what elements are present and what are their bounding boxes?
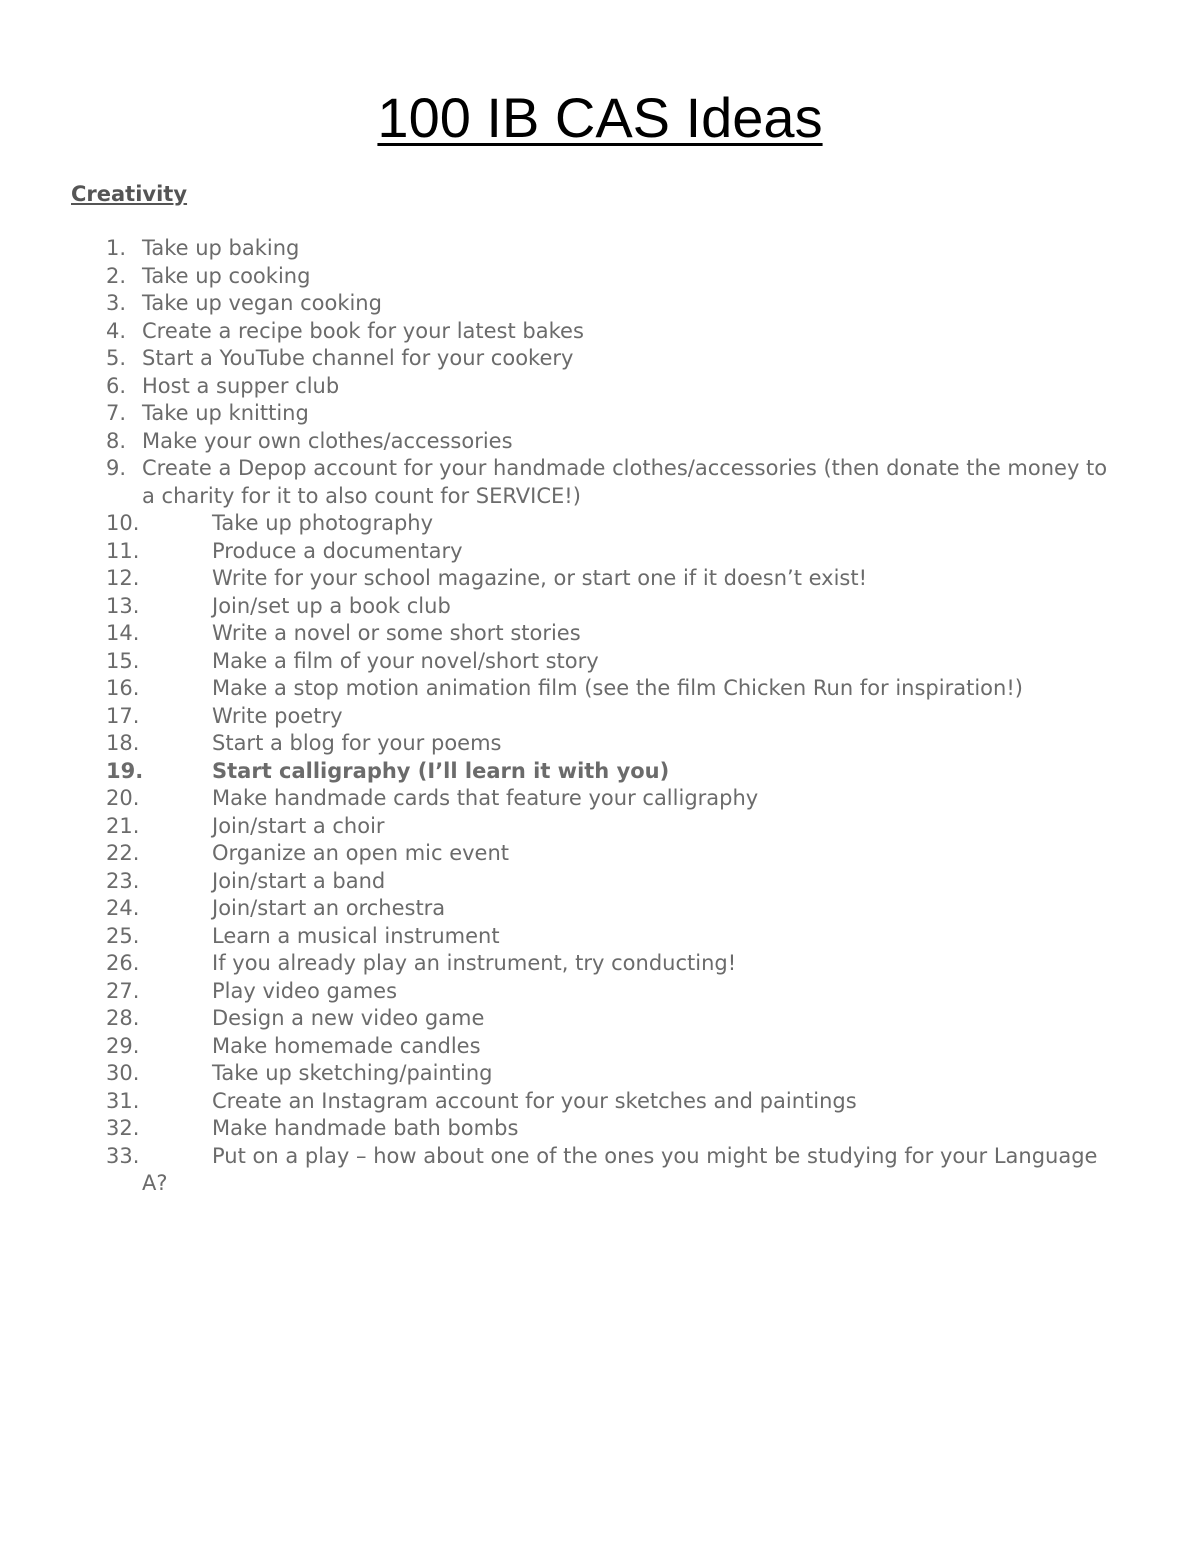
list-item xyxy=(0,868,1200,896)
list-item xyxy=(0,565,1200,593)
list-item xyxy=(0,1005,1200,1033)
list-item xyxy=(0,428,1200,456)
item-text: Take up photography xyxy=(212,511,434,535)
item-number: 3. xyxy=(106,291,127,315)
item-number: 22. xyxy=(106,841,140,865)
list-item xyxy=(0,345,1200,373)
item-number: 4. xyxy=(106,318,127,343)
item-text: Take up knitting xyxy=(142,401,309,425)
list-item xyxy=(0,455,1200,510)
item-text: Start a YouTube channel for your cookery xyxy=(142,346,574,370)
list-item xyxy=(0,290,1200,318)
item-number: 21. xyxy=(106,813,140,838)
item-number: 25. xyxy=(106,923,140,948)
list-item-highlighted xyxy=(0,758,1200,786)
item-number: 6. xyxy=(106,373,127,398)
item-text: Make handmade bath bombs xyxy=(212,1116,519,1140)
item-number: 12. xyxy=(106,566,140,590)
item-number: 27. xyxy=(106,978,140,1003)
list-item xyxy=(0,813,1200,841)
list-item xyxy=(0,235,1200,263)
list-item xyxy=(0,675,1200,703)
item-text: Host a supper club xyxy=(142,373,340,398)
item-text: Make a stop motion animation film (see the film Chicken Run for inspiration!) xyxy=(212,676,1023,700)
item-number: 14. xyxy=(106,621,140,645)
item-text: Create an Instagram account for your sketches and paintings xyxy=(212,1088,857,1113)
item-text: Produce a documentary xyxy=(212,538,463,563)
item-number: 26. xyxy=(106,951,140,975)
item-number: 13. xyxy=(106,593,140,618)
item-text: Write poetry xyxy=(212,703,343,728)
item-text: Take up baking xyxy=(142,236,300,260)
item-text: Write a novel or some short stories xyxy=(212,621,581,645)
item-text: Design a new video game xyxy=(212,1006,485,1030)
item-number: 33. xyxy=(106,1143,140,1168)
item-number: 15. xyxy=(106,648,140,673)
item-number: 23. xyxy=(106,868,140,893)
item-text: Start a blog for your poems xyxy=(212,731,502,755)
list-item xyxy=(0,510,1200,538)
list-item xyxy=(0,538,1200,566)
item-text: Learn a musical instrument xyxy=(212,923,500,948)
list-item xyxy=(0,1060,1200,1088)
list-item xyxy=(0,950,1200,978)
item-text: Play video games xyxy=(212,978,398,1003)
list-item xyxy=(0,785,1200,813)
item-number: 29. xyxy=(106,1033,140,1058)
item-number: 32. xyxy=(106,1116,140,1140)
page-title xyxy=(0,84,1200,152)
item-text: Start calligraphy (I’ll learn it with you) xyxy=(212,758,670,783)
list-item xyxy=(0,620,1200,648)
item-text: Join/start an orchestra xyxy=(212,896,446,920)
list-item xyxy=(0,263,1200,291)
item-text: Make handmade cards that feature your calligraphy xyxy=(212,786,759,810)
item-number: 2. xyxy=(106,263,127,288)
page-title-text: 100 IB CAS Ideas xyxy=(377,86,823,149)
item-text: Join/start a choir xyxy=(212,813,385,838)
item-text: Create a Depop account for your handmade clothes/accessories (then donate the money to a charity for it to also count for SERVICE!) xyxy=(142,456,1108,508)
item-text: If you already play an instrument, try conducting! xyxy=(212,951,737,975)
ideas-list xyxy=(0,235,1200,1198)
item-text: Organize an open mic event xyxy=(212,841,510,865)
item-text: Join/set up a book club xyxy=(212,593,451,618)
item-number: 30. xyxy=(106,1061,140,1085)
item-number: 20. xyxy=(106,786,140,810)
section-heading-creativity: Creativity xyxy=(71,182,188,206)
item-text: Make homemade candles xyxy=(212,1033,481,1058)
item-text: Take up cooking xyxy=(142,263,311,288)
item-number: 8. xyxy=(106,428,127,453)
item-number: 18. xyxy=(106,731,140,755)
list-item xyxy=(0,703,1200,731)
list-item xyxy=(0,593,1200,621)
item-text: Write for your school magazine, or start one if it doesn’t exist! xyxy=(212,566,868,590)
item-text: Put on a play – how about one of the ones you might be studying for your Language A? xyxy=(142,1143,1098,1195)
item-number: 24. xyxy=(106,896,140,920)
item-text: Make your own clothes/accessories xyxy=(142,428,513,453)
item-text: Take up sketching/painting xyxy=(212,1061,493,1085)
item-text: Join/start a band xyxy=(212,868,386,893)
list-item xyxy=(0,895,1200,923)
item-number: 11. xyxy=(106,538,140,563)
list-item xyxy=(0,1033,1200,1061)
item-number: 5. xyxy=(106,346,127,370)
list-item xyxy=(0,1088,1200,1116)
item-text: Make a film of your novel/short story xyxy=(212,648,599,673)
item-text: Take up vegan cooking xyxy=(142,291,382,315)
list-item xyxy=(0,648,1200,676)
item-number: 19. xyxy=(106,758,144,783)
list-item xyxy=(0,1115,1200,1143)
item-number: 9. xyxy=(106,456,127,480)
list-item xyxy=(0,923,1200,951)
item-number: 31. xyxy=(106,1088,140,1113)
item-number: 17. xyxy=(106,703,140,728)
list-item xyxy=(0,318,1200,346)
item-number: 28. xyxy=(106,1006,140,1030)
item-number: 7. xyxy=(106,401,127,425)
list-item xyxy=(0,373,1200,401)
item-number: 10. xyxy=(106,511,140,535)
list-item xyxy=(0,1143,1200,1198)
list-item xyxy=(0,978,1200,1006)
list-item xyxy=(0,400,1200,428)
item-number: 16. xyxy=(106,676,140,700)
list-item xyxy=(0,840,1200,868)
item-text: Create a recipe book for your latest bakes xyxy=(142,318,584,343)
item-number: 1. xyxy=(106,236,127,260)
list-item xyxy=(0,730,1200,758)
